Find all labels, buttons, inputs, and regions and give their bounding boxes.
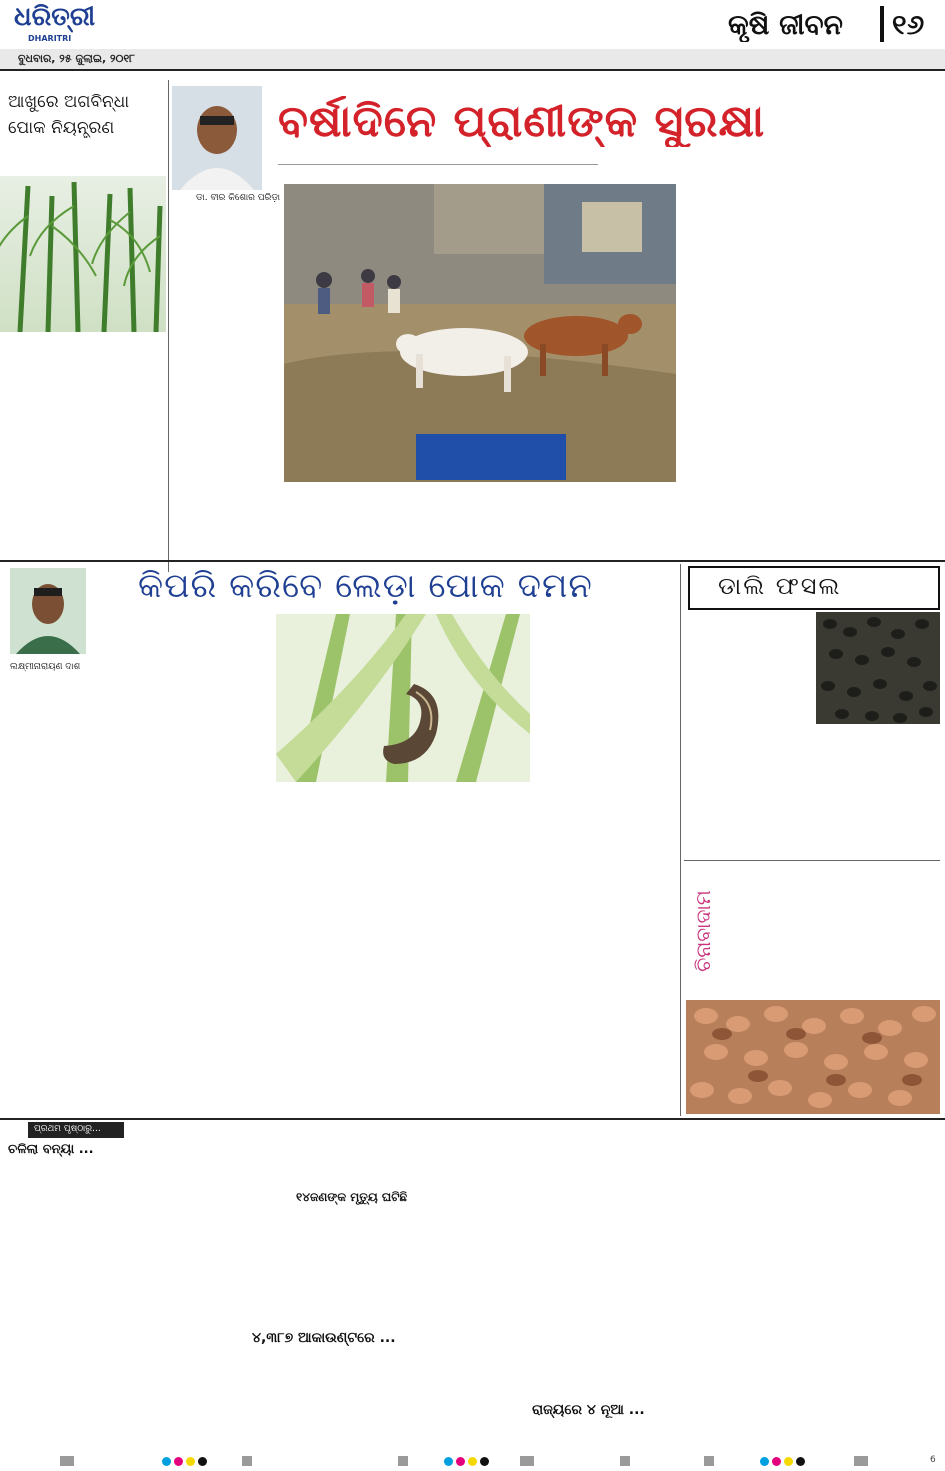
date-bar <box>0 49 945 69</box>
story3-body <box>250 1350 466 1452</box>
pest-author-caption: ଲକ୍ଷ୍ମୀନାରାୟଣ ଦାଶ <box>10 662 81 672</box>
logo-text: ଧରିତ୍ରୀ <box>14 2 96 32</box>
story5-body <box>472 1422 704 1452</box>
page-marker: 6 <box>930 1455 936 1465</box>
rain-author-caption: ଡା. ବୀର କିଶୋର ପରିଡ଼ା <box>196 193 281 203</box>
print-strip <box>0 1452 945 1471</box>
pest-body-col1 <box>4 690 134 1112</box>
title-divider <box>880 6 884 42</box>
section-rule-1 <box>0 560 945 562</box>
flood-cattle-photo <box>284 184 676 482</box>
gray-bar <box>398 1456 408 1466</box>
registration-dot-black <box>198 1457 207 1466</box>
story1-body <box>6 1162 244 1452</box>
story2-head: ୧୪ଜଣଙ୍କ ମୃତ୍ୟୁ ଘଟିଛି <box>296 1190 408 1204</box>
pulse-rule <box>684 860 940 861</box>
page-number: ୧୬ <box>892 8 925 41</box>
gray-bar <box>704 1456 714 1466</box>
rain-headline: ବର୍ଷାଦିନେ ପ୍ରାଣୀଙ୍କ ସୁରକ୍ଷା <box>278 96 766 147</box>
sugarcane-title-line1: ଆଖୁରେ ଅଗବିନ୍ଧା <box>8 92 130 112</box>
rain-body-col3 <box>408 486 530 552</box>
registration-dot-yellow <box>468 1457 477 1466</box>
registration-dot-cyan <box>760 1457 769 1466</box>
sugarcane-body <box>2 338 166 570</box>
pest-body-col4 <box>412 786 540 1086</box>
rain-body-right <box>684 78 938 518</box>
groundnut-body <box>736 866 940 1000</box>
gray-bar <box>620 1456 630 1466</box>
vrule-mid <box>680 564 681 1116</box>
rain-author-photo <box>172 86 262 190</box>
registration-dot-yellow <box>186 1457 195 1466</box>
rain-headline-rule <box>278 164 598 165</box>
logo-subtext: DHARITRI <box>28 34 72 43</box>
sugarcane-title-line2: ପୋକ ନିୟନ୍ତ୍ରଣ <box>8 118 115 138</box>
sugarcane-article <box>0 74 168 574</box>
pest-body-col5 <box>544 580 676 1080</box>
gray-bar <box>520 1456 534 1466</box>
rain-body-col2 <box>290 486 400 552</box>
pulse-seeds-photo <box>816 612 940 724</box>
registration-dot-magenta <box>456 1457 465 1466</box>
pulse-body <box>688 610 812 858</box>
pulse-title: ଡାଲି ଫସଲ <box>718 572 842 600</box>
groundnut-photo <box>686 1000 940 1114</box>
story1-head: ଚଳିଲା ବନ୍ୟା ... <box>8 1142 94 1157</box>
masthead-rule <box>0 69 945 71</box>
pest-body-col3 <box>278 786 408 1112</box>
gray-bar <box>854 1456 868 1466</box>
story2-body <box>250 1122 466 1190</box>
pest-body-col2 <box>140 612 274 1112</box>
groundnut-side-title: ଚିନାବାଦାମ <box>691 890 715 972</box>
story6-body <box>710 1122 940 1452</box>
registration-dot-cyan <box>162 1457 171 1466</box>
photo-caption <box>420 437 562 477</box>
rain-body-col1 <box>174 212 280 552</box>
armyworm-photo <box>276 614 530 782</box>
bottom-tag: ପ୍ରଥମ ପୃଷ୍ଠାରୁ... <box>34 1124 101 1134</box>
rain-body-col4 <box>538 486 676 552</box>
registration-dot-black <box>796 1457 805 1466</box>
gray-bar <box>242 1456 252 1466</box>
pest-headline: କିପରି କରିବେ ଲେଡ଼ା ପୋକ ଦମନ <box>138 566 593 606</box>
registration-dot-cyan <box>444 1457 453 1466</box>
story2-body-cont <box>250 1208 466 1316</box>
story3-head: ୪,୩୮୭ ଆକାଉଣ୍ଟରେ ... <box>252 1330 396 1346</box>
rain-footer-credit <box>684 522 938 556</box>
sugarcane-photo <box>0 176 166 332</box>
registration-dot-magenta <box>174 1457 183 1466</box>
date-line: ବୁଧବାର, ୨୫ ଜୁଲାଇ, ୨୦୧୮ <box>18 52 135 65</box>
registration-dot-magenta <box>772 1457 781 1466</box>
pest-credit <box>544 1082 676 1112</box>
story5-head: ରାଜ୍ୟରେ ୪ ନୂଆ ... <box>532 1402 645 1418</box>
registration-dot-black <box>480 1457 489 1466</box>
section-title: କୃଷି ଜୀବନ <box>728 8 843 41</box>
gray-bar <box>60 1456 74 1466</box>
groundnut-side-title-wrap <box>684 870 724 996</box>
registration-dot-yellow <box>784 1457 793 1466</box>
section-rule-2 <box>0 1118 945 1120</box>
story4-body <box>472 1122 704 1398</box>
masthead <box>0 0 945 65</box>
vrule-left-top <box>168 80 169 572</box>
pest-author-photo <box>10 568 86 654</box>
